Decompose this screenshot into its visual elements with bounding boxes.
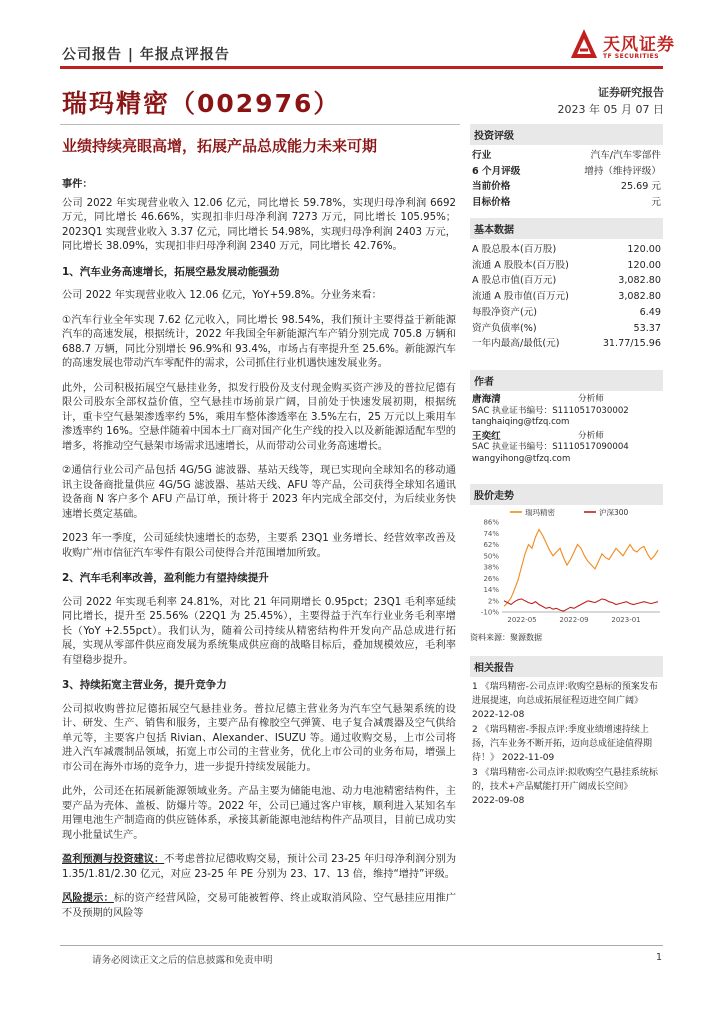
footer-divider: [60, 945, 663, 946]
report-subtitle: 业绩持续亮眼高增，拓展产品总成能力未来可期: [62, 137, 378, 155]
x-tick-label: 2022-09: [559, 616, 589, 624]
footer-disclaimer: 请务必阅读正文之后的信息披露和免责申明: [92, 955, 273, 966]
rating-row: 当前价格 25.69 元: [472, 181, 661, 193]
rating-row: 6 个月评级 增持（维持评级）: [472, 165, 661, 177]
y-tick-label: 50%: [483, 552, 499, 561]
author-entry: 唐海清 分析师 SAC 执业证书编号：S1110517030002 tanghaiqing@tfzq.com: [470, 394, 663, 429]
price-chart-heading: 股价走势: [470, 484, 663, 505]
page-title: 瑞玛精密（002976）: [62, 89, 341, 118]
y-tick-label: 2%: [487, 597, 499, 606]
title-divider: [60, 124, 460, 125]
risk-label: 风险提示：: [62, 893, 114, 904]
main-body: [62, 178, 456, 931]
risk-paragraph: 风险提示：标的资产经营风险，交易可能被暂停、终止或取消风险、空气悬挂应用推广不及预期的风险等: [62, 893, 457, 919]
basic-data-row: A 股总市值(百万元) 3,082.80: [472, 275, 661, 287]
section-3-acquisition: 公司拟收购普拉尼德拓展空气悬挂业务。普拉尼德主营业务为汽车空气悬架系统的设计、研发、生产、销售和服务，主要产品有橡胶空气弹簧、电子复合减震器及空气供给单元等，主要客户包括 Rivian、Alexander、ISUZU 等。通过收购交易，上市公司将进入汽车减震制品领域，拓宽上市公司的主营业务，优化上市公司的业务布局，增强上市公司在海外市场的竞争力，进一步提升持续发展能力。: [62, 703, 456, 773]
section-2-heading: 2、汽车毛利率改善，盈利能力有望持续提升: [62, 572, 269, 584]
rating-row: 目标价格 元: [472, 197, 661, 209]
logo-mark-icon: [574, 34, 594, 56]
report-date: 2023 年 05 月 07 日: [557, 103, 664, 116]
section-1-heading: 1、汽车业务高速增长，拓展空悬发展动能强劲: [62, 265, 280, 278]
rating-heading: 投资评级: [470, 124, 663, 145]
section-3-new-energy: 此外，公司还在拓展新能源领域业务。产品主要为储能电池、动力电池精密结构件，主要产品为壳体、盖板、防爆片等。2022 年，公司已通过客户审核，顺利进入某知名车用锂电池生产制造商的供应链体系，承接其新能源电池结构件产品项目，目前已成功实现小批量试生产。: [62, 786, 456, 841]
price-chart: [470, 500, 663, 625]
basic-data-heading: 基本数据: [470, 218, 663, 239]
basic-data-row: 流通 A 股股本(百万股) 120.00: [472, 259, 661, 271]
x-tick-label: 2023-01: [611, 616, 641, 624]
section-3-heading: 3、持续拓宽主营业务，提升竞争力: [62, 679, 227, 691]
event-paragraph: 公司 2022 年实现营业收入 12.06 亿元，同比增长 59.78%，实现归母净利润 6692 万元，同比增长 46.66%，实现扣非归母净利润 7273 万元，同比增长 105.95%；2023Q1 实现营业收入 3.37 亿元，同比增长 54.98%，实现归母净利润 2403 万元，同比增长 38.09%，实现扣非归母净利润 2340 万元，同比增长 42.76%。: [62, 197, 456, 252]
brand-name-en: TF SECURITIES: [603, 53, 660, 60]
y-tick-label: -10%: [480, 608, 499, 617]
brand-name: 天风证券: [603, 35, 675, 55]
section-1-q1: 2023 年一季度，公司延续快速增长的态势，主要系 23Q1 业务增长、经营效率改善及收购广州市信征汽车零件有限公司使得合并范围增加所致。: [62, 533, 456, 559]
page-number: 1: [655, 952, 662, 963]
related-report-link[interactable]: 1 《瑞玛精密-公司点评:收购空悬标的预案发布进展提速，向总成拓展征程迈进空间广阔》 2022-12-08: [472, 682, 658, 720]
author-email[interactable]: tanghaiqing@tfzq.com: [472, 417, 570, 427]
x-tick-label: 2022-05: [507, 616, 537, 624]
y-tick-label: 86%: [483, 518, 499, 527]
y-tick-label: 14%: [483, 586, 499, 594]
y-tick-label: 38%: [483, 563, 499, 572]
y-tick-label: 62%: [483, 541, 499, 549]
forecast-label: 盈利预测与投资建议：: [62, 854, 165, 865]
author-email[interactable]: wangyihong@tfzq.com: [472, 453, 571, 464]
basic-data-row: A 股总股本(百万股) 120.00: [472, 244, 661, 255]
basic-data-row: 一年内最高/最低(元) 31.77/15.96: [472, 338, 661, 350]
authors-heading: 作者: [470, 370, 663, 391]
report-type: 证券研究报告: [598, 86, 664, 99]
section-1-telecom: ②通信行业公司产品包括 4G/5G 滤波器、基站天线等，现已实现向全球知名的移动通讯主设备商批量供应 4G/5G 滤波器、基站天线、AFU 等产品，公司获得全球知名通讯设备商 N 客户多个 AFU 产品订单，预计将于 2023 年内完成全部交付，为后续业务快速增长奠定基础。: [62, 465, 456, 520]
y-tick-label: 26%: [483, 574, 499, 583]
basic-data-row: 每股净资产(元) 6.49: [472, 306, 661, 318]
header-divider: [60, 66, 663, 69]
rating-block: [470, 124, 663, 211]
basic-data-row: 资产负债率(%) 53.37: [472, 322, 661, 334]
basic-data-row: 流通 A 股市值(百万元) 3,082.80: [472, 291, 661, 303]
event-label: 事件：: [62, 179, 93, 190]
chart-source: 资料来源：聚源数据: [470, 633, 542, 642]
forecast-paragraph: 盈利预测与投资建议：不考虑普拉尼德收购交易，预计公司 23-25 年归母净利润分别为 1.35/1.81/2.30 亿元，对应 23-25 年 PE 分别为 23、17、13 倍，维持“增持”评级。: [62, 854, 457, 880]
legend-label: 沪深300: [599, 508, 629, 517]
report-category: 公司报告 | 年报点评报告: [62, 47, 230, 63]
author-entry: 王奕红 分析师 SAC 执业证书编号：S1110517090004 wangyihong@tfzq.com: [470, 431, 663, 466]
y-tick-label: 74%: [483, 529, 499, 538]
section-1-intro: 公司 2022 年实现营业收入 12.06 亿元，YoY+59.8%。分业务来看：: [62, 290, 382, 301]
authors-block: [470, 370, 663, 465]
basic-data-block: [470, 218, 663, 352]
related-report-link[interactable]: 3 《瑞玛精密-公司点评:拟收购空气悬挂系统标的，技术+产品赋能打开广阔成长空间》 2022-09-08: [472, 768, 658, 806]
legend-label: 瑞玛精密: [525, 508, 555, 517]
related-heading: 相关报告: [470, 656, 663, 677]
rating-row: 行业 汽车/汽车零部件: [472, 150, 661, 161]
section-1-auto: ①汽车行业全年实现 7.62 亿元收入，同比增长 98.54%，我们预计主要得益于新能源汽车的高速发展，根据统计，2022 年我国全年新能源汽车产销分别完成 705.8 万辆和 688.7 万辆，同比分别增长 96.9%和 93.4%，市场占有率提升至 25.6%。新能源汽车的高速发展也带动汽车零配件的需求，公司抓住行业机遇快速发展业务。: [62, 314, 456, 369]
series-line-index: [504, 599, 658, 611]
section-2-margin: 公司 2022 年实现毛利率 24.81%，对比 21 年同期增长 0.95pct；23Q1 毛利率延续同比增长，提升至 25.56%（22Q1 为 25.45%），主要得益于汽车行业业务毛利率增长（YoY +2.55pct）。我们认为，随着公司持续从精密结构件开发向产品总成进行拓展，实现从零部件供应商发展为系统集成供应商的战略目标后，叠加规模效应，毛利率有望稳步提升。: [62, 596, 456, 666]
section-1-air-suspension: 此外，公司积极拓展空气悬挂业务，拟发行股份及支付现金购买资产涉及的普拉尼德有限公司股东全部权益价值，空气悬挂市场前景广阔，目前处于快速发展初期，根据统计，重卡空气悬架渗透率约 5%，乘用车整体渗透率在 3.5%左右，25 万元以上乘用车渗透率约 16%。空悬伴随着中国本土厂商对国产化生产线的投入以及新能源适配车型的增多，将推动空气悬架市场需求迅速增长，从而带动公司业务高速增长。: [62, 382, 456, 452]
series-line-stock: [504, 530, 658, 607]
related-block: [470, 656, 663, 809]
related-report-link[interactable]: 2 《瑞玛精密-季报点评:季度业绩增速持续上扬，汽车业务不断开拓，迈向总成征途值得期待！》 2022-11-09: [472, 725, 653, 763]
